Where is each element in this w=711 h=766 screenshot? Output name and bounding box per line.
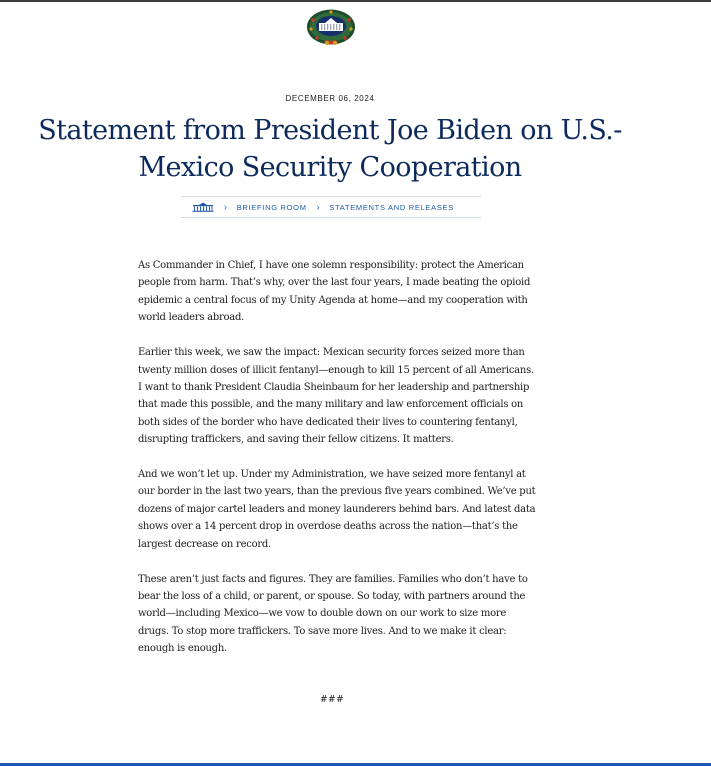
chevron-right-icon: › xyxy=(316,202,321,212)
paragraph: As Commander in Chief, I have one solemn responsibility: protect the American people from harm. That’s why, over the last four years, I made beating the opioid epidemic a central focus of my Unity Agenda at home—and my cooperation with world leaders abroad. xyxy=(138,260,531,324)
end-mark: ### xyxy=(320,695,345,705)
page-title: Statement from President Joe Biden on U.S.-Mexico Security Cooperation xyxy=(38,115,622,183)
chevron-right-icon: › xyxy=(224,202,228,212)
top-border xyxy=(0,0,711,2)
breadcrumb-home[interactable] xyxy=(192,202,214,212)
white-house-icon xyxy=(192,202,214,212)
article-body xyxy=(138,257,538,675)
paragraph: These aren’t just facts and figures. They are families. Families who don’t have to bear the loss of a child, or parent, or spouse. So today, with partners around the world—including Mexico—we vow to double down on our work to size more drugs. To stop more traffickers. To save more lives. And to we make it clear: enough is enough. xyxy=(138,573,528,655)
breadcrumb xyxy=(181,196,481,218)
breadcrumb-briefing-room[interactable]: BRIEFING ROOM xyxy=(236,202,307,212)
paragraph: Earlier this week, we saw the impact: Mexican security forces seized more than twenty million doses of illicit fentanyl—enough to kill 15 percent of all Americans. I want to thank President Claudia Sheinbaum for her leadership and partnership that made this possible, and the many military and law enforcement officials on both sides of the border who have dedicated their lives to countering fentanyl, disrupting traffickers, and saving their fellow citizens. It matters. xyxy=(138,347,534,446)
publish-date: DECEMBER 06, 2024 xyxy=(285,94,375,103)
paragraph: And we won’t let up. Under my Administration, we have seized more fentanyl at our border in the last two years, than the previous five years combined. We’ve put dozens of major cartel leaders and money launderers behind bars. And latest data shows over a 14 percent drop in overdose deaths across the nation—that’s the largest decrease on record. xyxy=(138,469,536,550)
white-house-wreath-logo-icon[interactable] xyxy=(305,9,357,47)
breadcrumb-statements-and-releases[interactable]: STATEMENTS AND RELEASES xyxy=(329,202,454,212)
